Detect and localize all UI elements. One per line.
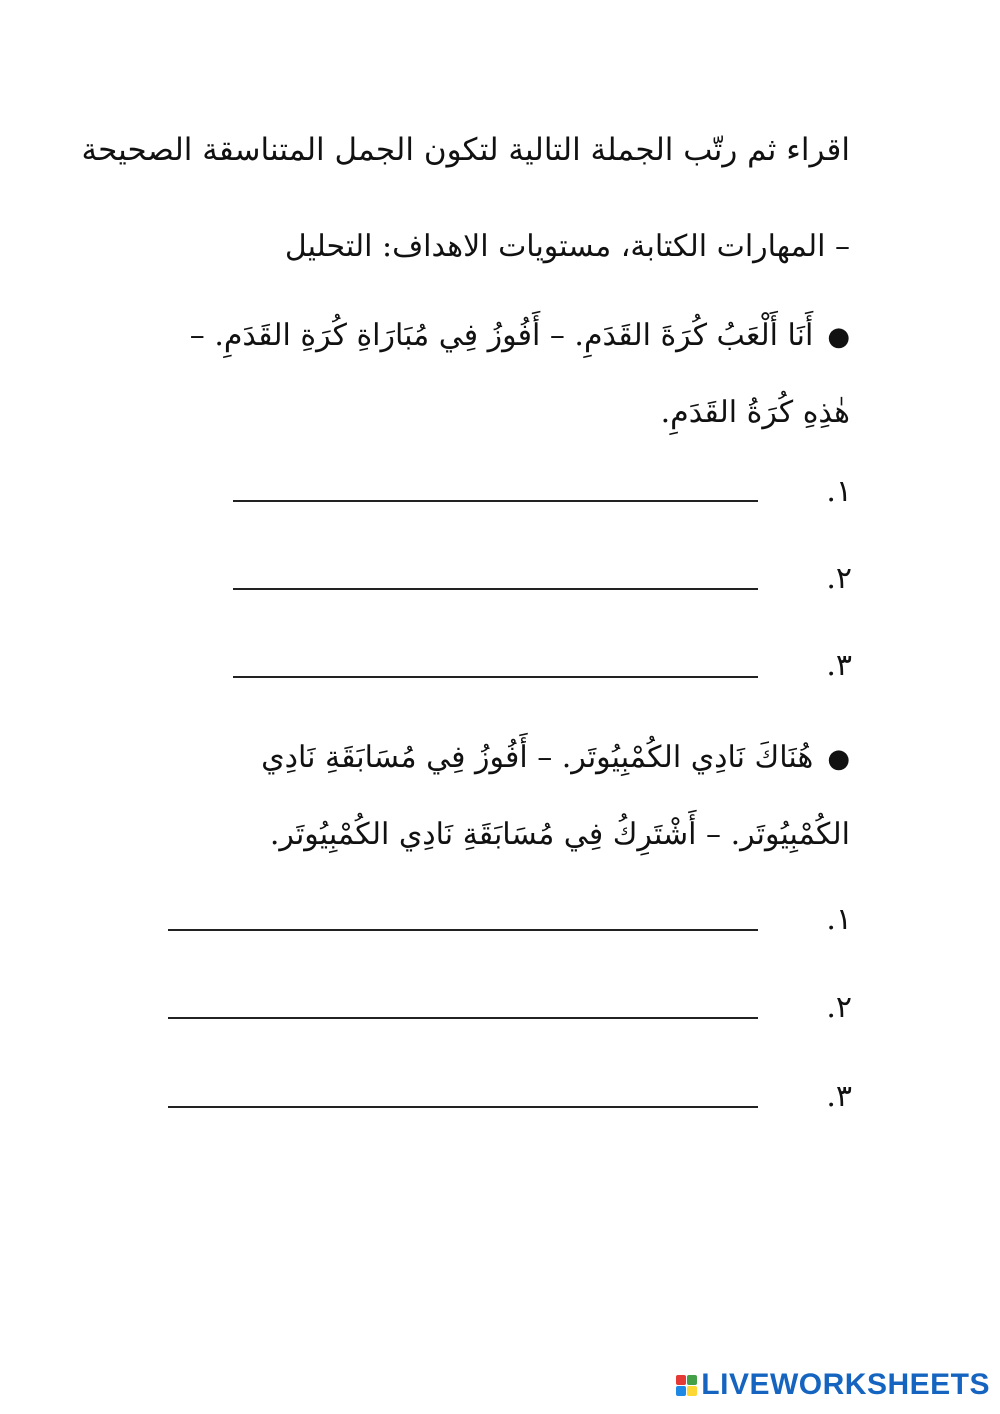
exercise-2-number-1: ١. [826,902,852,937]
exercise-1-number-1: ١. [826,474,852,509]
exercise-2-number-2: ٢. [826,990,852,1025]
exercise-1-answer-line-1[interactable] [233,500,758,502]
exercise-2-sentences [150,720,850,873]
exercise-1-text: أَنَا أَلْعَبُ كُرَةَ القَدَمِ. – أَفُوزُ فِي مُبَارَاةِ كُرَةِ القَدَمِ. – هٰذِهِ كُرَةُ القَدَمِ. [189,318,850,430]
logo-grid-icon [676,1375,697,1396]
bullet-icon: ● [827,322,850,352]
exercise-1-answer-line-2[interactable] [233,588,758,590]
exercise-2-text: هُنَاكَ نَادِي الكُمْبِيُوتَر. – أَفُوزُ فِي مُسَابَقَةِ نَادِي الكُمْبِيُوتَر. – أَشْتَرِكُ فِي مُسَابَقَةِ نَادِي الكُمْبِيُوتَر. [261,740,850,852]
instruction-heading: اقراء ثم رتّب الجملة التالية لتكون الجمل المتناسقة الصحيحة [81,132,850,168]
exercise-2-number-3: ٣. [826,1079,852,1114]
exercise-2-answer-line-3[interactable] [168,1106,758,1108]
exercise-2-answer-line-1[interactable] [168,929,758,931]
exercise-1-number-3: ٣. [826,648,852,683]
exercise-2-answer-line-2[interactable] [168,1017,758,1019]
skill-label: – المهارات الكتابة، مستويات الاهداف: التحليل [284,229,850,264]
exercise-1-answer-line-3[interactable] [233,676,758,678]
logo-text: LIVEWORKSHEETS [701,1368,990,1401]
exercise-1-sentences [150,298,850,451]
liveworksheets-logo [676,1368,990,1402]
exercise-1-number-2: ٢. [826,561,852,596]
bullet-icon: ● [827,744,850,774]
